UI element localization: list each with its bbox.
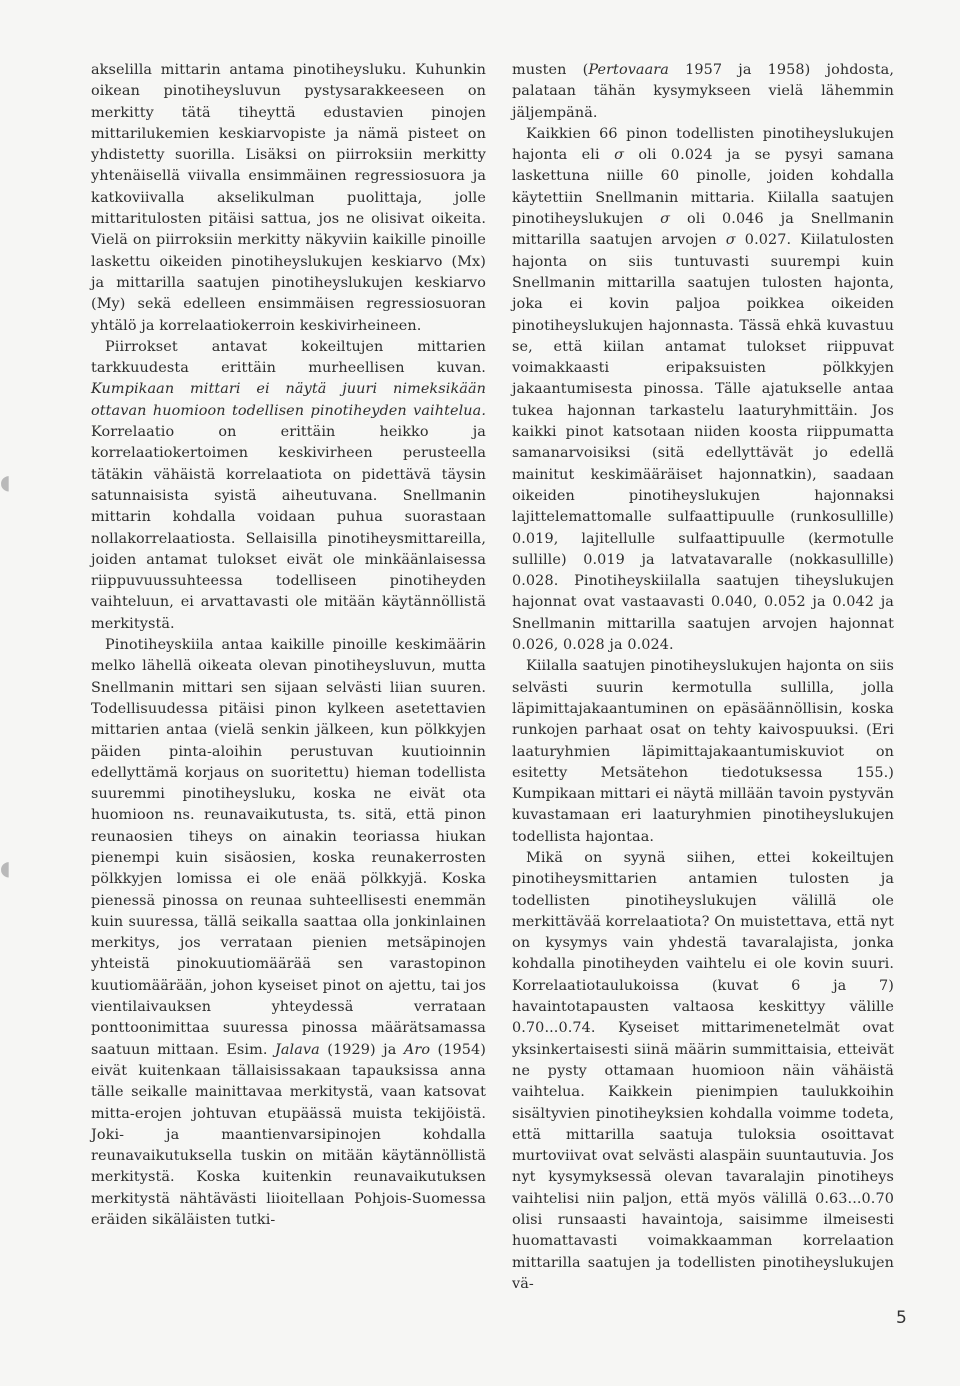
author-name: Pertovaara xyxy=(588,62,669,78)
paragraph: akselilla mittarin antama pinotiheysluku. Kuhunkin oikean pinotiheysluvun pystysarakkeeseen on merkitty tätä tiheyttä edustavien pinojen mittarilukemien keskiarvopiste ja nämä pisteet on yhdistetty suorilla. Lisäksi on piirroksiin merkitty yhtenäisellä viivalla ensimmäinen regressiosuora ja katkoviivalla akselikulman puolittaja, jolle mittaritulosten pitäisi sattua, jos ne olisivat oikeita. Vielä on piirroksiin merkitty näkyviin kaikille pinoille laskettu oikeiden pinotiheyslukujen keskiarvo (Mx) ja mittarilla saatujen pinotiheyslukujen keskiarvo (My) sekä edelleen ensimmäisen regressiosuoran yhtälö ja korrelaatiokerroin keskivirheineen. xyxy=(91,62,486,334)
page-number: 5 xyxy=(896,1308,907,1328)
paragraph: Pinotiheyskiila antaa kaikille pinoille keskimäärin melko lähellä oikeata olevan pinotiheysluvun, mutta Snellmanin mittari sen sijaan selvästi liian suuren. Todellisuudessa pitäisi pinon kylkeen asetettavien mittarien antaa (vielä senkin jälkeen, kun pölkkyjen päiden pinta-aloihin perustuvan kuutioinnin edellyttämä korjaus on suoritettu) hieman todellista suuremmi pinotiheysluku, koska ne eivät ota huomioon ns. reunavaikutusta, ts. sitä, että pinon reunaosien tiheys on ainakin teoriassa hiukan pienempi kuin sisäosien, koska reunakerrosten pölkkyjen lomissa ei ole enää pölkkyjä. Koska pienessä pinossa on reunaa suhteellisesti enemmän kuin suuressa, tällä seikalla saattaa olla jonkinlainen merkitys, jos verrataan pienien metsäpinojen yhteistä pinokuutiomäärää sen varastopinon kuutiomäärään, johon kyseiset pinot on ajettu, tai jos vientilaivauksen yhteydessä verrataan ponttoonimittaa suuressa pinossa määrätsamassa saatuun mittaan. Esim. Jalava (1929) ja Aro (1954) eivät kuitenkaan tällaisissakaan tapauksissa anna tälle seikalle mainittavaa merkitystä, vaan katsovat mitta-erojen johtuvan etupäässä muista tekijöistä. Joki- ja maantienvarsipinojen kohdalla reunavaikutuksella tuskin on mitään käytännöllistä merkitystä. Koska kuitenkin reunavaikutuksen merkitystä nähtävästi liioitellaan Pohjois-Suomessa eräiden sikäläisten tutki- xyxy=(91,637,486,1229)
author-name: Aro xyxy=(403,1041,431,1058)
paragraph: musten (Pertovaara 1957 ja 1958) johdosta, palataan tähän kysymykseen vielä lähemmin jäljempänä. xyxy=(512,62,894,121)
paragraph: Mikä on syynä siihen, ettei kokeiltujen pinotiheysmittarien antamien tulosten ja todellisten pinotiheyslukujen välillä ole merkittävää korrelaatiota? On muistettava, että nyt on kysymys vain yhdestä tavaralajista, jonka kohdalla pinotiheyden vaihtelu ei ole kovin suuri. Korrelaatiotaulukoissa (kuvat 6 ja 7) havaintotapausten valtaosa keskittyy välille 0.70...0.74. Kyseiset mittarimenetelmät ovat yksinkertaisesti siinä määrin summittaisia, etteivät ne pysty ottamaan huomioon näin vähäistä vaihtelua. Kaikkein pienimpien taulukkoihin sisältyvien pinotiheyksien kohdalla voimme todeta, että mittarilla saatuja tuloksia osoittavat murtoviivat ovat selvästi alaspäin suuntautuvia. Jos nyt kysymyksessä olevan tavaralajin pinotiheys vaihtelisi niin paljon, että myös välillä 0.63...0.70 olisi runsaasti havaintoja, saisimme ilmeisesti huomattavasti voimakkaamman korrelaation mittarilla saatujen ja todellisten pinotiheyslukujen vä- xyxy=(512,849,894,1292)
paragraph: Kiilalla saatujen pinotiheyslukujen hajonta on siis selvästi suurin kermotulla sullilla, jolla läpimittajakaantuminen on epäsäännöllisin, koska runkojen parhaat osat on tehty kaivospuuksi. (Eri laaturyhmien läpimittajakaantumiskuviot on esitetty Metsätehon tiedotuksessa 155.) Kumpikaan mittari ei näytä millään tavoin pystyvän kuvastamaan eri laaturyhmien pinotiheyslukujen todellista hajontaa. xyxy=(512,658,894,845)
author-name: Jalava xyxy=(274,1041,320,1058)
right-column xyxy=(512,60,894,1295)
binding-hole-mark: ◖ xyxy=(0,856,11,880)
left-column xyxy=(91,60,486,1231)
paragraph: Kaikkien 66 pinon todellisten pinotiheyslukujen hajonta eli σ oli 0.024 ja se pysyi samana laskettuna niille 60 pinolle, joiden kohdalla käytettiin Snellmanin mittaria. Kiilalla saatujen pinotiheyslukujen σ oli 0.046 ja Snellmanin mittarilla saatujen arvojen σ 0.027. Kiilatulosten hajonta on siis tuntuvasti suurempi kuin Snellmanin mittarilla saatujen tulosten hajonta, joka ei kovin paljoa poikkea oikeiden pinotiheyslukujen hajonnasta. Tässä ehkä kuvastuu se, että kiilan antamat tulokset riippuvat voimakkaasti eripaksuisten pölkkyjen jakaantumisesta pinossa. Tälle ajatukselle antaa tukea hajonnan tarkastelu laaturyhmittäin. Jos kaikki pinot katsotaan niiden koosta riippumatta samanarvoisiksi (sitä edellyttävät jo edellä mainitut keskimääräiset hajonnatkin), saadaan oikeiden pinotiheyslukujen hajonnaksi lajittelemattomalle sulfaattipuulle (runkosullille) 0.019, lajitellulle sulfaattipuulle (kermotulle sullille) 0.019 ja latvatavaralle (nokkasullille) 0.028. Pinotiheyskiilalla saatujen tiheyslukujen hajonnat ovat vastaavasti 0.040, 0.052 ja 0.042 ja Snellmanin mittarilla saatujen arvojen hajonnat 0.026, 0.028 ja 0.024. xyxy=(512,125,894,654)
paragraph: Piirrokset antavat kokeiltujen mittarien tarkkuudesta erittäin murheellisen kuvan. Kumpikaan mittari ei näytä juuri nimeksikään ottavan huomioon todellisen pinotiheyden vaihtelua. Korrelaatio on erittäin heikko ja korrelaatiokertoimen keskivirheen perusteella tätäkin vähäistä korrelaatiota on pidettävä täysin satunnaisista syistä aiheutuvana. Snellmanin mittarin kohdalla voidaan puhua suorastaan nollakorrelaatiosta. Sellaisilla pinotiheysmittareilla, joiden antamat tulokset eivät ole minkäänlaisessa riippuvuussuhteessa todelliseen pinotiheyden vaihteluun, ei arvattavasti ole mitään käytännöllistä merkitystä. xyxy=(91,338,486,632)
sigma-symbol: σ xyxy=(614,147,624,164)
sigma-symbol: σ xyxy=(660,211,671,228)
emphasis-text: Kumpikaan mittari ei näytä juuri nimeksikään ottavan huomioon todellisen pinotiheyden vaihtelua. xyxy=(91,381,486,419)
sigma-symbol: σ xyxy=(725,232,736,249)
binding-hole-mark: ◖ xyxy=(0,470,11,494)
